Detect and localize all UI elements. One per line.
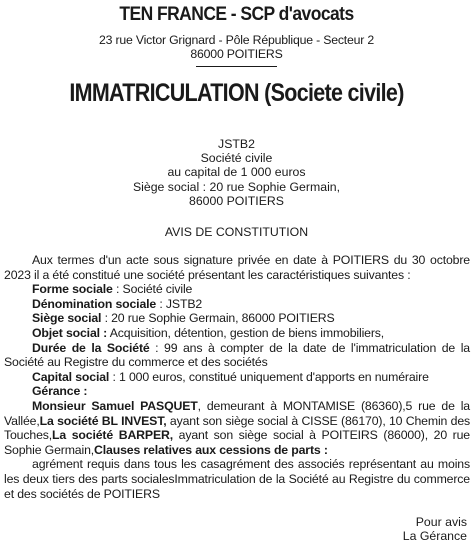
header-divider (196, 66, 277, 67)
gerance-label: Gérance : (32, 384, 88, 399)
clauses-paragraph: agrément requis dans tous les casagrément des associés représentant au moins les deux tiers des parts socialesImmatriculation de la Société au Registre du commerce et des sociétés de POITIERS (4, 457, 470, 501)
intro-paragraph: Aux termes d'un acte sous signature privée en date à POITIERS du 30 octobre 2023 il a été constitué une société présentant les caractéristiques suivantes : (4, 253, 470, 282)
firm-city: 86000 POITIERS (190, 47, 283, 61)
gerant-3-address: ayant son siège social à POITEIRS (86000), 20 rue Sophie Germain, (4, 428, 470, 457)
signature-pour-avis: Pour avis (415, 515, 467, 529)
siege-social-value: : 20 rue Sophie Germain, 86000 POITIERS (101, 311, 335, 326)
gerant-1-name: Monsieur Samuel PASQUET (32, 398, 198, 413)
gerant-2-name: La société BL INVEST, (39, 413, 167, 428)
duree-value: : 99 ans à compter de la date de l'immatriculation de la Société au Registre du commerce et des sociétés (4, 340, 470, 370)
section-heading: AVIS DE CONSTITUTION (164, 225, 309, 239)
firm-address: 23 rue Victor Grignard - Pôle République - Secteur 2 (98, 33, 375, 47)
objet-social-line (4, 326, 470, 341)
company-siege: Siège social : 20 rue Sophie Germain, (132, 180, 341, 194)
denomination-value: : JSTB2 (156, 296, 203, 311)
forme-sociale-line (4, 282, 470, 297)
objet-social-value: Acquisition, détention, gestion de biens immobiliers, (107, 325, 385, 340)
company-form: Société civile (200, 151, 273, 165)
capital-social-label: Capital social (32, 369, 110, 384)
company-city: 86000 POITIERS (188, 194, 284, 208)
gerant-3-name: La société BARPER, (52, 428, 174, 443)
signature-gerance: La Gérance (402, 529, 467, 543)
denomination-label: Dénomination sociale (32, 296, 157, 311)
notice-title: IMMATRICULATION (Societe civile) (69, 79, 404, 107)
gerance-paragraph (4, 399, 470, 457)
forme-sociale-label: Forme sociale (32, 282, 113, 297)
company-capital: au capital de 1 000 euros (167, 165, 306, 179)
company-name: JSTB2 (218, 137, 255, 151)
clauses-label: Clauses relatives aux cessions de parts : (94, 442, 328, 457)
capital-social-line (4, 370, 470, 385)
siege-social-label: Siège social (32, 311, 102, 326)
gerance-heading (4, 384, 470, 399)
duree-label: Durée de la Société (32, 340, 150, 355)
siege-social-line (4, 311, 470, 326)
denomination-line (4, 297, 470, 312)
gerant-2-address: ayant son siège social à CISSE (86170), 10 Chemin des Touches, (4, 413, 471, 443)
gerant-1-address: , demeurant à MONTAMISE (86360),5 rue de la Vallée, (4, 398, 470, 428)
capital-social-value: : 1 000 euros, constitué uniquement d'apports en numéraire (109, 369, 429, 384)
firm-name: TEN FRANCE - SCP d'avocats (119, 4, 354, 25)
notice-body (4, 253, 470, 501)
objet-social-label: Objet social : (32, 325, 108, 340)
forme-sociale-value: : Société civile (112, 282, 193, 297)
duree-line (4, 341, 470, 370)
